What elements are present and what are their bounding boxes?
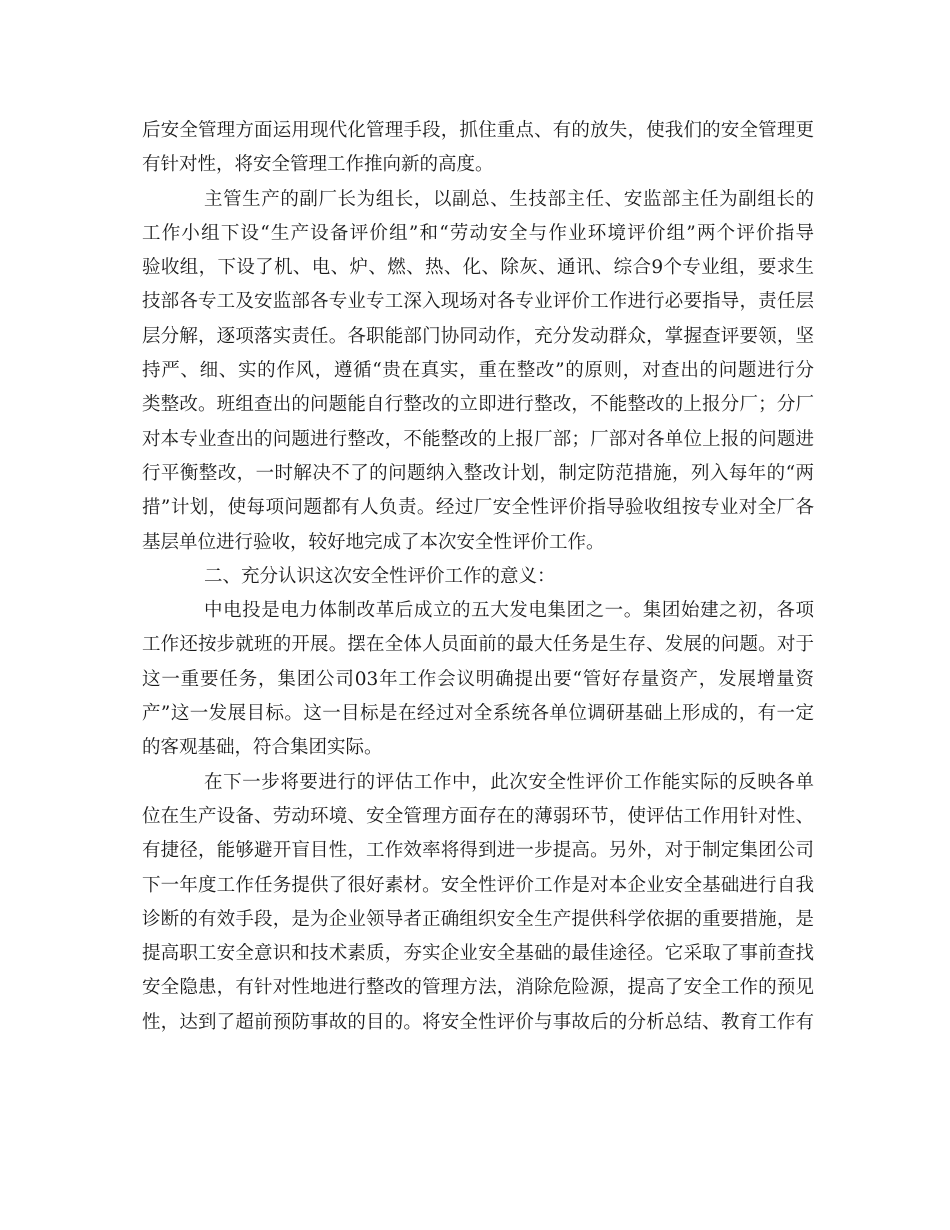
text-line: 产”这一发展目标。这一目标是在经过对全系统各单位调研基础上形成的，有一定: [142, 703, 814, 725]
text-line: 对本专业查出的问题进行整改，不能整改的上报厂部；厂部对各单位上报的问题进: [142, 428, 814, 450]
text-line: 行平衡整改，一时解决不了的问题纳入整改计划，制定防范措施，列入每年的“两: [142, 462, 814, 484]
text-line: 二、充分认识这次安全性评价工作的意义：: [204, 565, 556, 587]
text-line: 技部各专工及安监部各专业专工深入现场对各专业评价工作进行必要指导，责任层: [142, 291, 814, 313]
text-line: 类整改。班组查出的问题能自行整改的立即进行整改，不能整改的上报分厂；分厂: [142, 394, 814, 416]
text-line: 验收组，下设了机、电、炉、燃、热、化、除灰、通讯、综合9个专业组，要求生: [142, 257, 814, 279]
text-line: 提高职工安全意识和技术素质，夯实企业安全基础的最佳途径。它采取了事前查找: [142, 943, 814, 965]
text-line: 这一重要任务，集团公司03年工作会议明确提出要“管好存量资产，发展增量资: [142, 668, 814, 690]
text-line: 中电投是电力体制改革后成立的五大发电集团之一。集团始建之初，各项: [204, 600, 814, 622]
text-line: 的客观基础，符合集团实际。: [142, 737, 383, 759]
text-line: 位在生产设备、劳动环境、安全管理方面存在的薄弱环节，使评估工作用针对性、: [142, 805, 814, 827]
text-line: 后安全管理方面运用现代化管理手段，抓住重点、有的放失，使我们的安全管理更: [142, 120, 814, 141]
text-line: 有捷径，能够避开盲目性，工作效率将得到进一步提高。另外，对于制定集团公司: [142, 840, 814, 862]
text-line: 在下一步将要进行的评估工作中，此次安全性评价工作能实际的反映各单: [204, 771, 814, 793]
text-line: 持严、细、实的作风，遵循“贵在真实，重在整改”的原则，对查出的问题进行分: [142, 360, 814, 382]
text-line: 层分解，逐项落实责任。各职能部门协同动作，充分发动群众，掌握查评要领，坚: [142, 325, 814, 347]
text-line: 有针对性，将安全管理工作推向新的高度。: [142, 154, 494, 176]
text-line: 诊断的有效手段，是为企业领导者正确组织安全生产提供科学依据的重要措施，是: [142, 908, 814, 930]
text-line: 工作小组下设“生产设备评价组”和“劳动安全与作业环境评价组”两个评价指导: [142, 222, 814, 244]
text-line: 下一年度工作任务提供了很好素材。安全性评价工作是对本企业安全基础进行自我: [142, 874, 814, 896]
text-line: 主管生产的副厂长为组长，以副总、生技部主任、安监部主任为副组长的: [204, 188, 814, 210]
text-line: 工作还按步就班的开展。摆在全体人员面前的最大任务是生存、发展的问题。对于: [142, 634, 814, 656]
text-line: 安全隐患，有针对性地进行整改的管理方法，消除危险源，提高了安全工作的预见: [142, 977, 814, 999]
text-line: 措”计划，使每项问题都有人负责。经过厂安全性评价指导验收组按专业对全厂各: [142, 497, 814, 519]
document-body: [142, 114, 814, 1040]
text-line: 性，达到了超前预防事故的目的。将安全性评价与事故后的分析总结、教育工作有: [142, 1011, 814, 1033]
text-line: 基层单位进行验收，较好地完成了本次安全性评价工作。: [142, 531, 605, 553]
